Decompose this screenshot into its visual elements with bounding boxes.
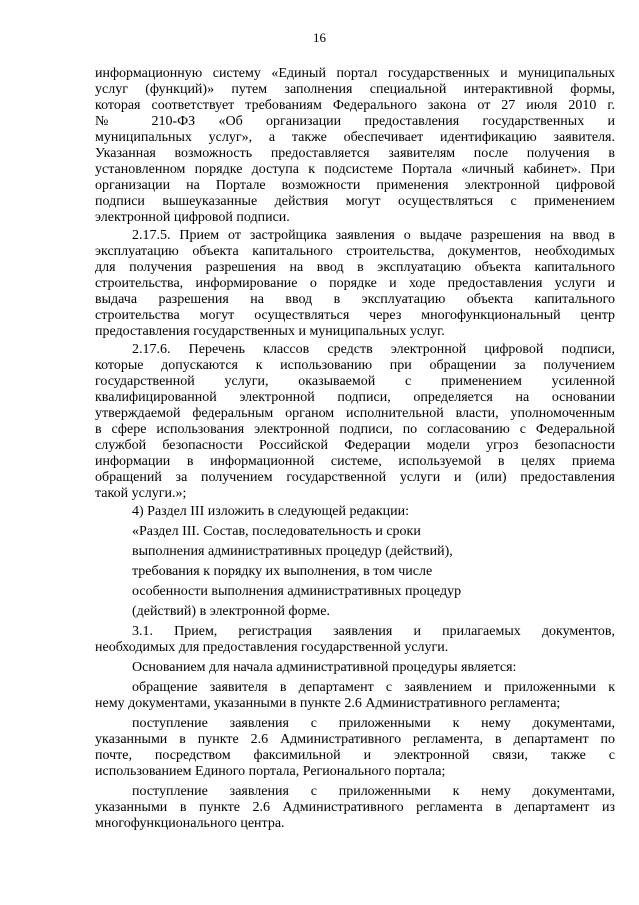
text-line: указанными в пункте 2.6 Административного регламента, в департамент по <box>95 732 615 747</box>
text-line: «Раздел III. Состав, последовательность и сроки <box>132 524 421 539</box>
text-line: строительства, информирование о порядке и ходе предоставления услуги и <box>95 276 615 291</box>
text-line: утверждаемой федеральным органом исполнительной власти, уполномоченным <box>95 406 615 421</box>
text-line: эксплуатацию объекта капитального строительства, документов, необходимых <box>95 244 615 259</box>
text-line: выдача разрешения на ввод в эксплуатацию объекта капитального <box>95 292 615 307</box>
text-line: указанными в пункте 2.6 Административного регламента в департамент из <box>95 800 615 815</box>
text-line: поступление заявления с приложенными к нему документами, <box>132 784 615 799</box>
text-line: обращение заявителя в департамент с заявлением и приложенными к <box>132 680 615 695</box>
text-line: выполнения административных процедур (действий), <box>132 544 453 559</box>
text-line: почте, посредством факсимильной и электронной связи, также с <box>95 748 615 763</box>
text-line: для получения разрешения на ввод в эксплуатацию объекта капитального <box>95 260 615 275</box>
text-line: квалифицированной электронной подписи, определяется на основании <box>95 390 615 405</box>
page-number: 16 <box>313 30 326 45</box>
text-line: многофункционального центра. <box>95 816 285 831</box>
text-line: установленном порядке доступа к подсистеме Портала «личный кабинет». При <box>95 162 615 177</box>
text-line: поступление заявления с приложенными к нему документами, <box>132 716 615 731</box>
text-line: нему документами, указанными в пункте 2.6 Административного регламента; <box>95 696 561 711</box>
text-line: которые допускаются к использованию при обращении за получением <box>95 358 615 373</box>
text-line: требования к порядку их выполнения, в том числе <box>132 564 433 579</box>
text-line: 4) Раздел III изложить в следующей редакции: <box>132 504 410 519</box>
text-line: услуг (функций)» путем заполнения специальной интерактивной формы, <box>95 82 615 97</box>
text-line: (действий) в электронной форме. <box>132 604 330 619</box>
text-line: подписи вышеуказанные действия могут осуществляться с применением <box>95 194 615 209</box>
text-line: которая соответствует требованиям Федерального закона от 27 июля 2010 г. <box>95 98 615 113</box>
text-line: 3.1. Прием, регистрация заявления и прилагаемых документов, <box>132 624 615 639</box>
text-line: информационную систему «Единый портал государственных и муниципальных <box>95 66 615 81</box>
text-line: необходимых для предоставления государственной услуги. <box>95 640 449 655</box>
text-line: предоставления государственных и муниципальных услуг. <box>95 324 445 339</box>
text-line: государственной услуги, оказываемой с применением усиленной <box>95 374 615 389</box>
text-line: строительства могут осуществляться через многофункциональный центр <box>95 308 615 323</box>
text-line: муниципальных услуг», а также обеспечивает идентификацию заявителя. <box>95 130 615 145</box>
text-line: информации в информационной системе, используемой в целях приема <box>95 454 615 469</box>
text-line: организации на Портале возможности применения электронной цифровой <box>95 178 615 193</box>
text-line: использованием Единого портала, Регионального портала; <box>95 764 446 779</box>
text-line: обращений за получением государственной услуги и (или) предоставления <box>95 470 615 485</box>
text-line: Указанная возможность предоставляется заявителям после получения в <box>95 146 615 161</box>
text-line: 2.17.5. Прием от застройщика заявления о выдаче разрешения на ввод в <box>132 228 615 243</box>
text-line: службой безопасности Российской Федерации модели угроз безопасности <box>95 438 615 453</box>
text-line: 2.17.6. Перечень классов средств электронной цифровой подписи, <box>132 342 615 357</box>
text-line: особенности выполнения административных процедур <box>132 584 462 599</box>
text-line: в сфере использования электронной подписи, по согласованию с Федеральной <box>95 422 615 437</box>
text-line: Основанием для начала административной процедуры является: <box>132 660 517 675</box>
text-line: электронной цифровой подписи. <box>95 210 290 225</box>
text-line: № 210-ФЗ «Об организации предоставления государственных и <box>95 114 615 129</box>
text-line: такой услуги.»; <box>95 486 187 501</box>
